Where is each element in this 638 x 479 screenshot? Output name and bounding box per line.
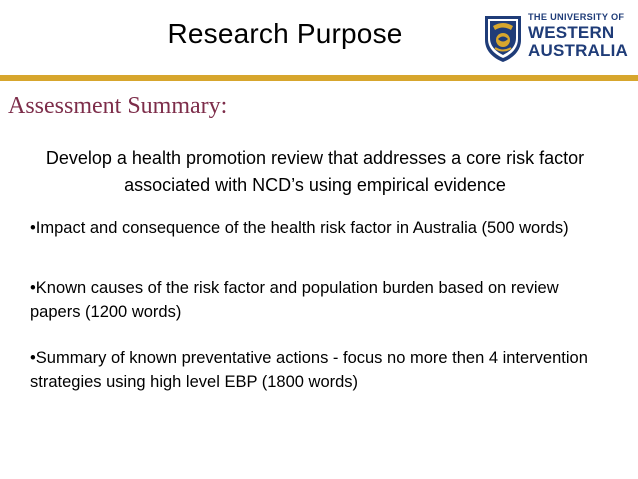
section-heading: Assessment Summary: bbox=[8, 93, 228, 119]
university-logo bbox=[483, 12, 628, 66]
slide-title: Research Purpose bbox=[167, 18, 403, 49]
bullet-item: •Known causes of the risk factor and population burden based on review papers (1200 words) bbox=[30, 279, 559, 321]
header-divider bbox=[0, 75, 638, 81]
crest-icon bbox=[483, 14, 523, 64]
logo-wordmark bbox=[528, 13, 628, 59]
logo-line-2: WESTERN bbox=[528, 23, 615, 43]
logo-line-3: AUSTRALIA bbox=[528, 41, 629, 61]
bullet-item: •Summary of known preventative actions - focus no more then 4 intervention strategies using high level EBP (1800 words) bbox=[30, 349, 588, 391]
logo-line-1: THE UNIVERSITY OF bbox=[528, 12, 625, 22]
bullet-item: •Impact and consequence of the health risk factor in Australia (500 words) bbox=[30, 219, 569, 237]
intro-paragraph: Develop a health promotion review that addresses a core risk factor associated with NCD’s using empirical evidence bbox=[45, 148, 585, 195]
